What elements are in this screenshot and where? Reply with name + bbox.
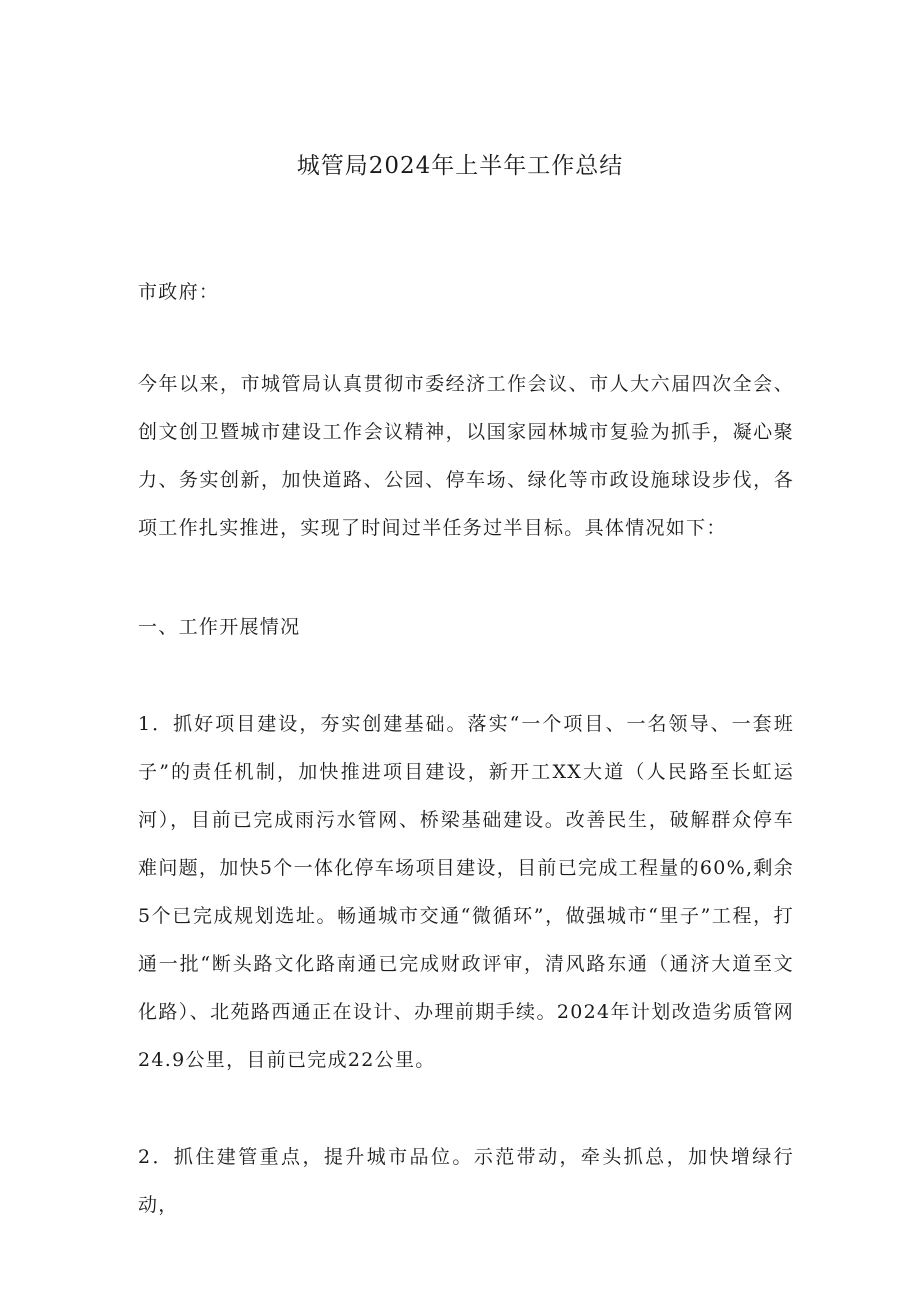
intro-paragraph: 今年以来，市城管局认真贯彻市委经济工作会议、市人大六届四次全会、创文创卫暨城市建设工作会议精神，以国家园林城市复验为抓手，凝心聚力、务实创新，加快道路、公园、停车场、绿化等市政设施球设步伐，各项工作扎实推进，实现了时间过半任务过半目标。具体情况如下： <box>138 373 794 539</box>
document-title: 城管局2024年上半年工作总结 <box>296 153 624 179</box>
section-heading-work-progress: 一、工作开展情况 <box>138 616 301 638</box>
paragraph-item-1: 1．抓好项目建设，夯实创建基础。落实“一个项目、一名领导、一套班子”的责任机制，加快推进项目建设，新开工XX大道（人民路至长虹运河），目前已完成雨污水管网、桥梁基础建设。改善民生，破解群众停车难问题，加快5个一体化停车场项目建设，目前已完成工程量的60%,剩余5个已完成规划选址。畅通城市交通“微循环”，做强城市“里子”工程，打通一批“断头路文化路南通已完成财政评审，清风路东通（通济大道至文化路）、北苑路西通正在设计、办理前期手续。2024年计划改造劣质管网24.9公里，目前已完成22公里。 <box>138 713 794 1071</box>
paragraph-item-2: 2．抓住建管重点，提升城市品位。示范带动，牵头抓总，加快增绿行动， <box>138 1146 794 1216</box>
salutation: 市政府： <box>138 281 220 303</box>
